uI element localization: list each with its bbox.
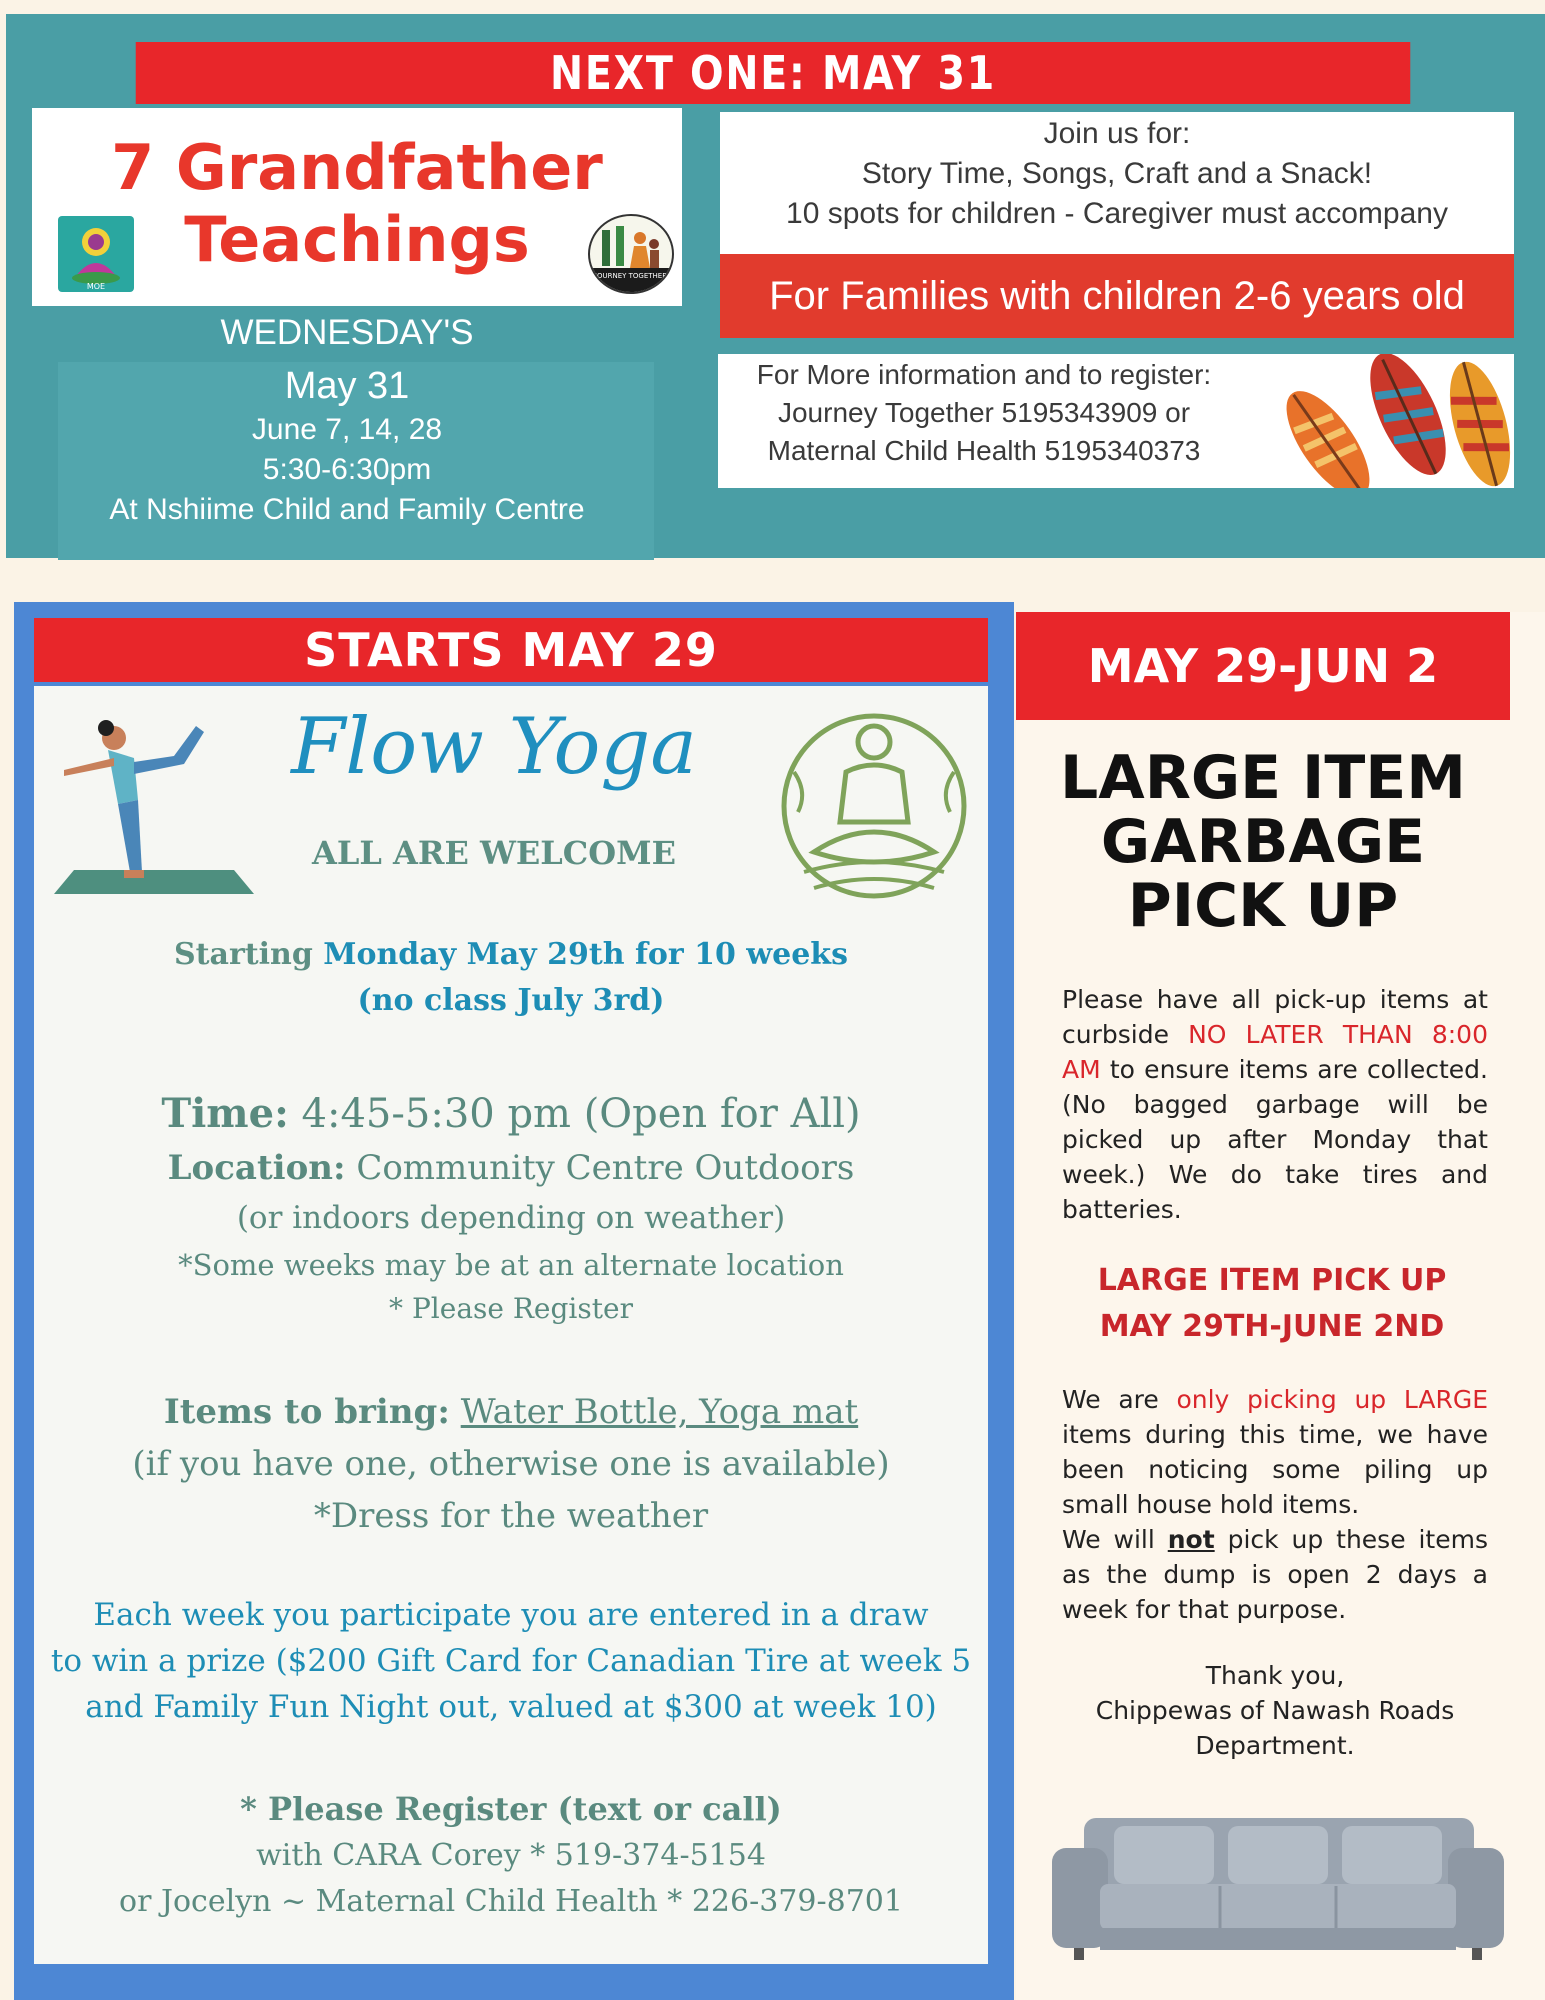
pickup-instructions — [1062, 982, 1488, 1227]
yoga-flyer — [34, 686, 988, 1964]
prize-draw-info — [34, 1592, 988, 1730]
join-line-3: 10 spots for children - Caregiver must accompany — [786, 197, 1448, 230]
starting-info — [34, 932, 988, 1024]
garbage-title-line-1: LARGE ITEM — [1060, 743, 1466, 813]
title-line-1: 7 Grandfather — [111, 131, 603, 204]
items-to-bring — [34, 1392, 988, 1432]
join-us-box — [720, 112, 1514, 254]
draw-line-2: to win a prize ($200 Gift Card for Canadian Tire at week 5 — [50, 1643, 972, 1679]
info-line-3: Maternal Child Health 5195340373 — [767, 435, 1201, 466]
notice-text-a: We are — [1062, 1385, 1177, 1414]
starting-highlight: Monday May 29th for 10 weeks — [323, 937, 848, 972]
notice-text-c: We will — [1062, 1525, 1168, 1554]
indoors-note: (or indoors depending on weather) — [236, 1200, 786, 1236]
garbage-title-line-3: PICK UP — [1127, 871, 1399, 941]
couch-icon — [1044, 1788, 1512, 1964]
title-line-2: Teachings — [184, 203, 530, 276]
all-welcome: ALL ARE WELCOME — [312, 834, 676, 872]
pickup-text-a: Please have all pick-up items at curbside — [1062, 985, 1488, 1049]
flow-yoga-title: Flow Yoga — [291, 702, 697, 792]
pickup-deadline: NO LATER THAN 8:00 AM — [1062, 1020, 1488, 1084]
join-line-2: Story Time, Songs, Craft and a Snack! — [861, 157, 1373, 190]
location-line — [34, 1148, 988, 1188]
pickup-text-b: to ensure items are collected. (No bagged garbage will be picked up after Monday that week.) We do take tires and batteries. — [1062, 1055, 1488, 1224]
large-item-heading: LARGE ITEM PICK UP — [1097, 1263, 1447, 1298]
alternate-location-note: *Some weeks may be at an alternate location — [178, 1248, 844, 1282]
starting-prefix: Starting — [173, 937, 324, 972]
large-items-notice — [1062, 1382, 1488, 1627]
feathers-icon — [1258, 354, 1514, 488]
more-info-box — [718, 354, 1514, 488]
thanks-line-2: Chippewas of Nawash Roads — [1095, 1696, 1455, 1725]
families-age-bar: For Families with children 2-6 years old — [720, 254, 1514, 338]
please-register-note: * Please Register — [389, 1292, 633, 1325]
large-item-range: MAY 29TH-JUNE 2ND — [1099, 1309, 1445, 1344]
garbage-title-line-2: GARBAGE — [1100, 807, 1426, 877]
no-class-note: (no class July 3rd) — [357, 983, 665, 1018]
notice-text-b: items during this time, we have been noticing some piling up small house hold items. — [1062, 1420, 1488, 1519]
journey-logo-text: JOURNEY TOGETHER — [594, 272, 668, 280]
draw-line-3: and Family Fun Night out, valued at $300 at week 10) — [85, 1689, 937, 1725]
large-item-dates — [1040, 1258, 1504, 1350]
additional-dates: June 7, 14, 28 — [251, 413, 443, 446]
session-time: 5:30-6:30pm — [262, 453, 432, 486]
notice-highlight: only picking up LARGE — [1176, 1385, 1488, 1414]
thank-you-signoff — [1062, 1658, 1488, 1763]
info-line-1: For More information and to register: — [756, 359, 1212, 390]
moe-logo-text: MOE — [86, 282, 106, 291]
notice-text-d: pick up these items as the dump is open 2 days a week for that purpose. — [1062, 1525, 1488, 1624]
thanks-line-1: Thank you, — [1205, 1661, 1345, 1690]
dress-note: *Dress for the weather — [313, 1496, 709, 1536]
contact-jocelyn: or Jocelyn ~ Maternal Child Health * 226-379-8701 — [119, 1884, 903, 1919]
items-label: Items to bring: — [163, 1392, 450, 1432]
thanks-line-3: Department. — [1195, 1731, 1355, 1760]
info-line-2: Journey Together 5195343909 or — [777, 397, 1191, 428]
meditation-icon — [774, 702, 974, 908]
grandfather-teachings-header — [32, 108, 682, 306]
mat-available-note: (if you have one, otherwise one is available) — [132, 1444, 890, 1484]
starts-banner: STARTS MAY 29 — [34, 618, 988, 682]
notice-not: not — [1167, 1525, 1215, 1554]
more-info-text — [734, 356, 1234, 470]
wednesday-label: WEDNESDAY'S — [220, 313, 474, 352]
time-line — [34, 1090, 988, 1137]
garbage-title — [1040, 743, 1486, 941]
main-date: May 31 — [284, 365, 410, 407]
join-line-1: Join us for: — [1043, 117, 1191, 150]
location-label: Location: — [167, 1148, 346, 1188]
journey-together-logo-icon — [588, 214, 674, 294]
time-label: Time: — [161, 1090, 289, 1137]
draw-line-1: Each week you participate you are entered in a draw — [93, 1597, 929, 1633]
register-call-heading: * Please Register (text or call) — [240, 1790, 782, 1828]
garbage-date-banner: MAY 29-JUN 2 — [1016, 612, 1510, 720]
schedule-details — [32, 410, 662, 530]
contact-cara: with CARA Corey * 519-374-5154 — [256, 1838, 766, 1873]
session-location: At Nshiime Child and Family Centre — [109, 493, 585, 526]
items-value: Water Bottle, Yoga mat — [460, 1392, 859, 1432]
next-one-banner: NEXT ONE: MAY 31 — [136, 42, 1411, 104]
location-value: Community Centre Outdoors — [345, 1148, 855, 1188]
time-value: 4:45-5:30 pm (Open for All) — [288, 1091, 861, 1137]
moe-logo-icon — [58, 216, 134, 292]
